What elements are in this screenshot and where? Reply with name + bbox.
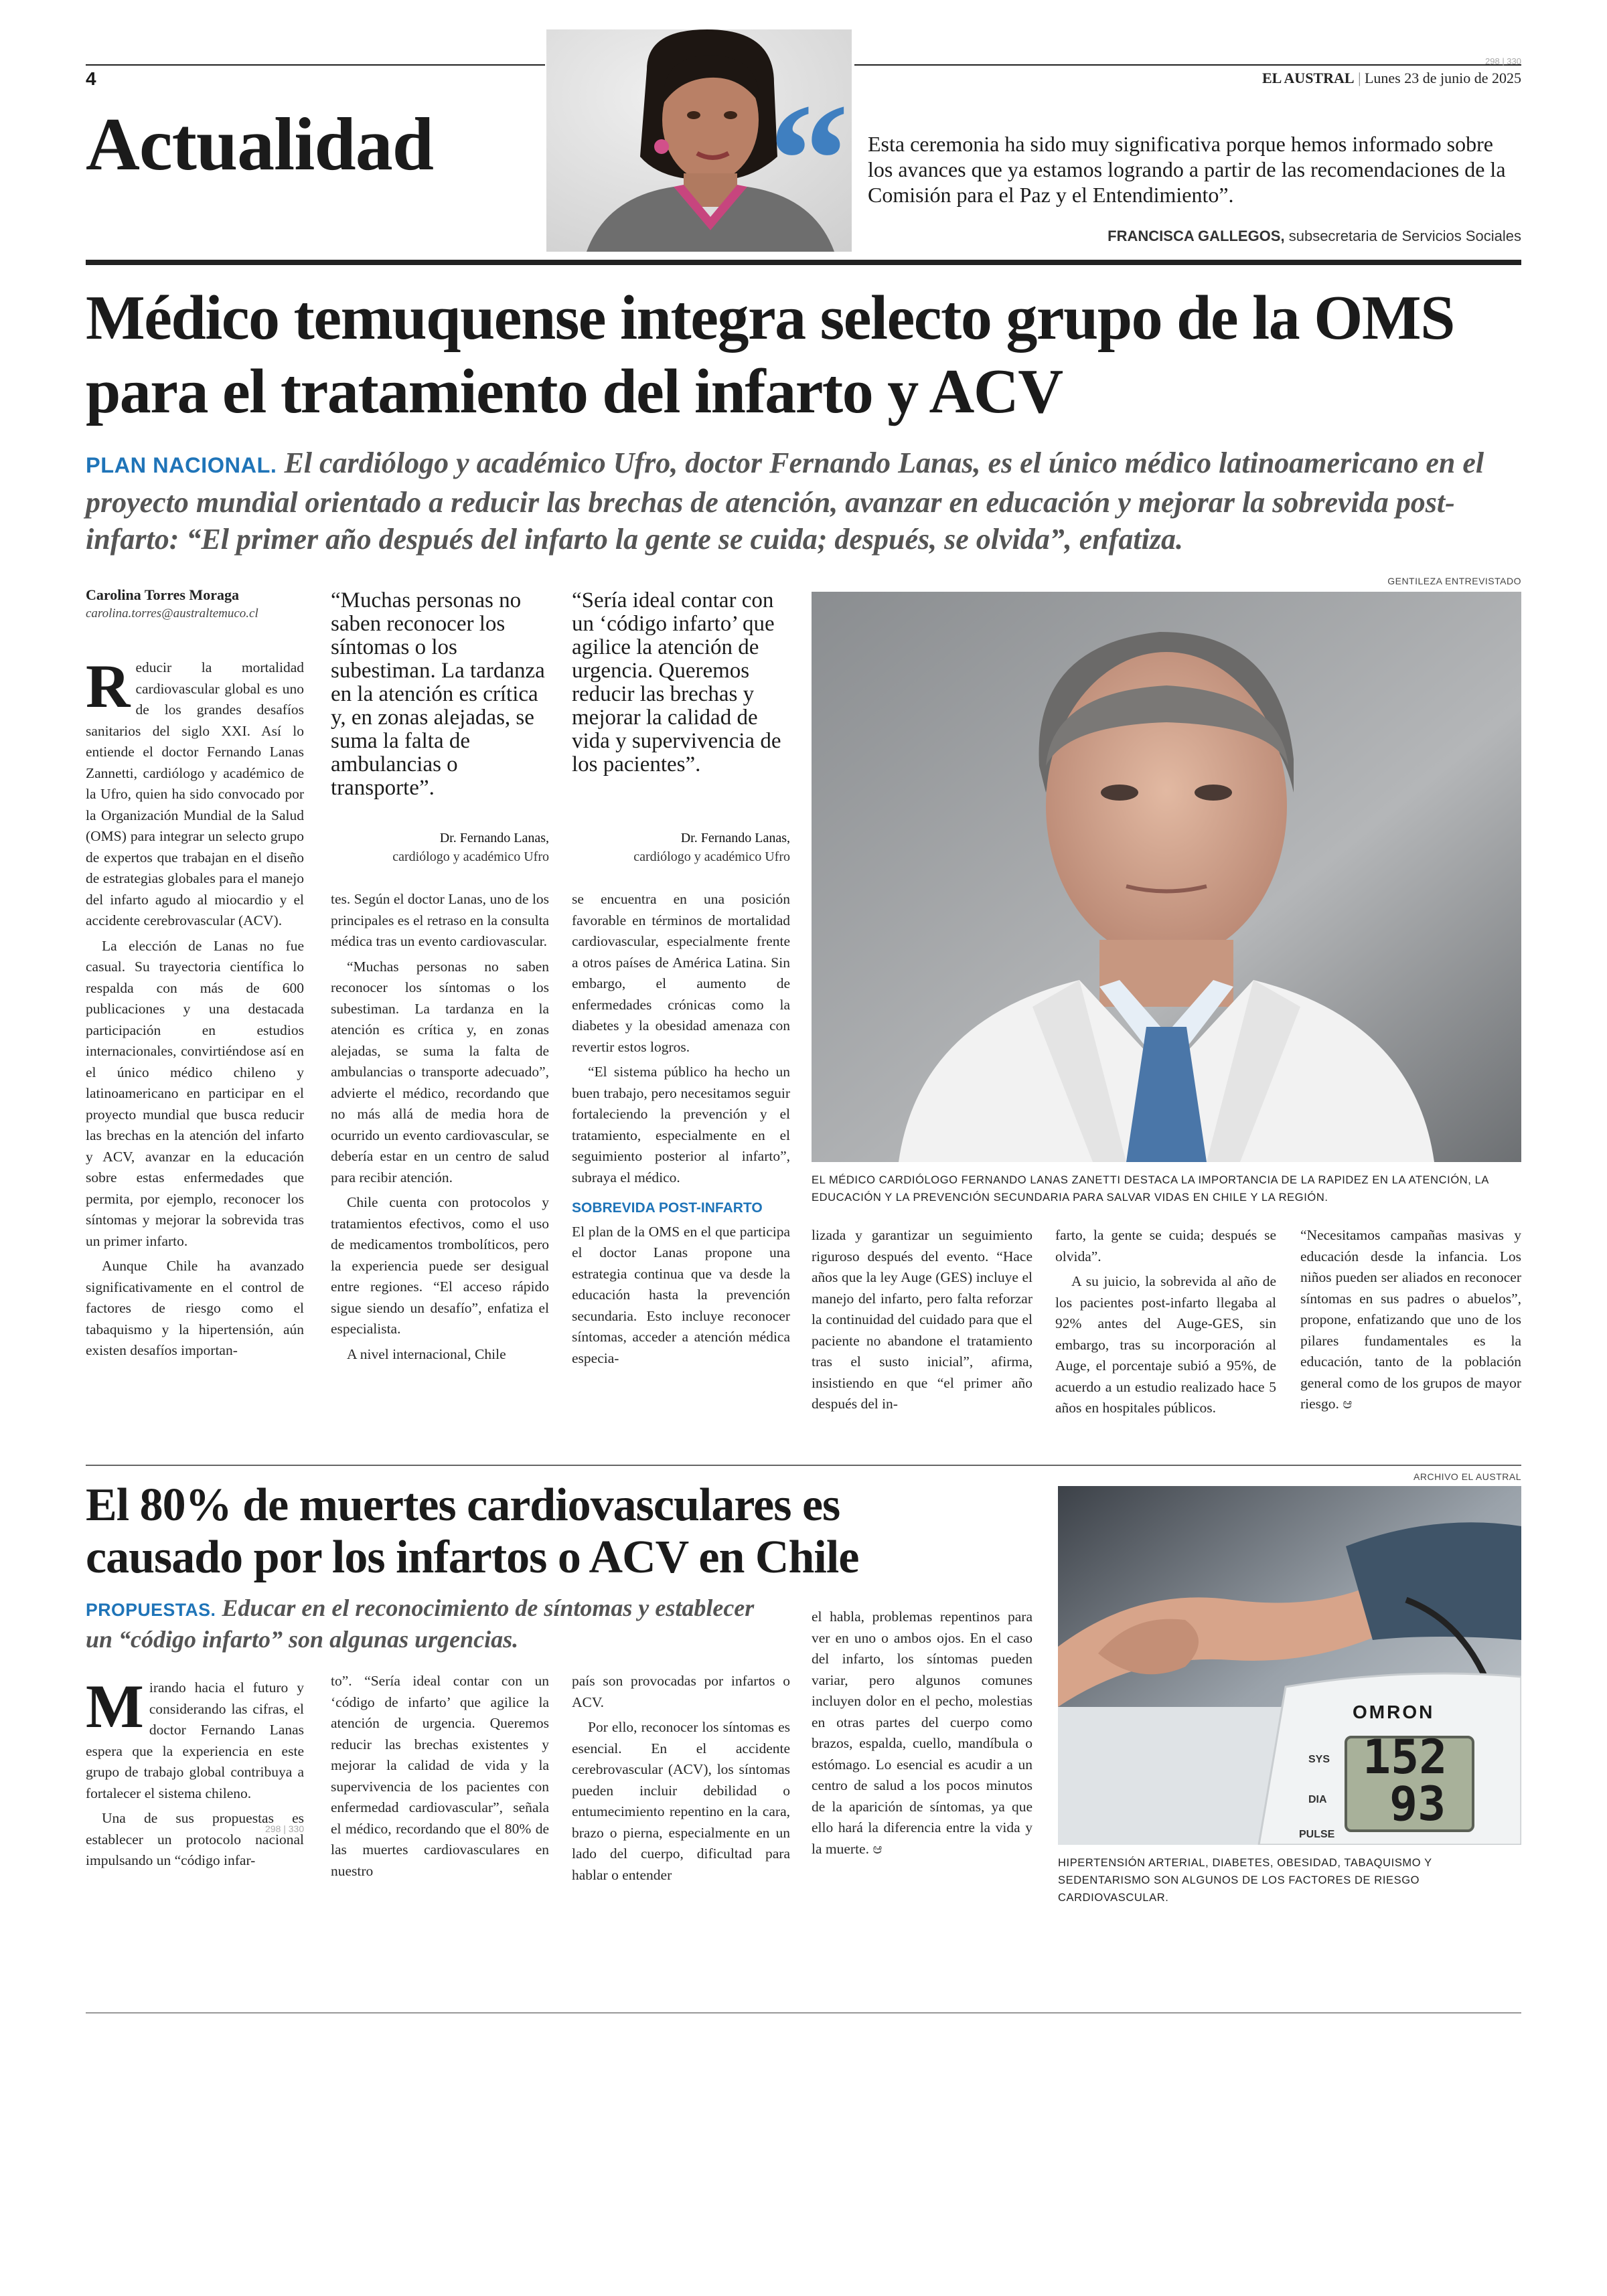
article2-photo-credit: ARCHIVO EL AUSTRAL <box>1413 1471 1521 1482</box>
page-id-bottom: 298 | 330 <box>265 1823 305 1834</box>
article1-dropcap: R <box>86 652 131 720</box>
article1-col5-p2: A su juicio, la sobrevida al año de los pacientes post-infarto llegaba al 92% antes del Auge-GES, sin embargo, tras su incorporación al Auge, el porcentaje subió a 95%, de acuerdo a un estudio realizado hace 5 años en hospitales públicos. <box>1055 1273 1276 1416</box>
article2-col2-p1: to”. “Sería ideal contar con un ‘código de infarto’ que agilice la atención de urgencia. Queremos reducir las brechas existentes y mejorar la calidad de vida y la supervivencia de los pacientes con enfermedad cardiovascular”, señala el médico, recordando que el 80% de las muertes cardiovasculares en nuestro <box>331 1673 549 1879</box>
bottom-rule <box>86 2012 1521 2014</box>
pull-quote-2: “Sería ideal contar con un ‘código infarto’ que agilice la atención de urgencia. Queremos reducir las brechas y mejorar la calidad de vida y supervivencia de los pacientes”. <box>572 588 781 776</box>
article-separator <box>86 1465 1521 1466</box>
article1-column-4 <box>812 1225 1032 1419</box>
pull-quote-2-attribution <box>572 829 790 866</box>
article1-column-6 <box>1300 1225 1521 1419</box>
article2-column-4 <box>812 1607 1032 1864</box>
article1-col1-p3: Aunque Chile ha avanzado significativamente en el control de factores de riesgo como el tabaquismo y la hipertensión, aún existen desafíos importan- <box>86 1258 304 1358</box>
article1-lead-text: El cardiólogo y académico Ufro, doctor Fernando Lanas, es el único médico latinoamericano en el proyecto mundial orientado a reducir las brechas de atención, avanzar en educación y mejorar la sobrevida post-infarto: “El primer año después del infarto la gente se cuida; después, se olvida”, enfatiza. <box>86 446 1484 556</box>
article1-photo-credit: GENTILEZA ENTREVISTADO <box>1387 576 1521 586</box>
page-id-top: 298 | 330 <box>1485 56 1521 66</box>
article1-col4-p1: lizada y garantizar un seguimiento riguroso después del evento. “Hace años que la ley Auge (GES) incluye el manejo del infarto, pero falta reforzar la continuidad del cuidado para que el paciente no abandone el tratamiento tras el susto inicial”, afirma, insistiendo en que “el primer año después del in- <box>812 1227 1032 1412</box>
article2-col1-p2: Una de sus propuestas es establecer un protocolo nacional impulsando un “código infar- <box>86 1810 304 1868</box>
article1-col3-p3: El plan de la OMS en el que participa el doctor Lanas propone una estrategia continua que va desde la educación hasta la prevención secundaria. Esto incluye reconocer síntomas, acceder a atención médica especia- <box>572 1223 790 1366</box>
article1-subhead: SOBREVIDA POST-INFARTO <box>572 1200 763 1216</box>
pull-quote-1: “Muchas personas no saben reconocer los síntomas o los subestiman. La tardanza en la atención es crítica y, en zonas alejadas, se suma la falta de ambulancias o transporte”. <box>331 588 545 800</box>
article2-col3-p2: Por ello, reconocer los síntomas es esencial. En el accidente cerebrovascular (ACV), los síntomas pueden incluir debilidad o entumecimiento repentino en la cara, brazo o pierna, especialmente en un lado del cuerpo, dificultad para hablar o entender <box>572 1719 790 1883</box>
article2-headline: El 80% de muertes cardiovasculares es causado por los infartos o ACV en Chile <box>86 1479 859 1583</box>
article1-col1-first: educir la mortalidad cardiovascular global es uno de los grandes desafíos sanitarios del siglo XXI. Así lo entiende el doctor Fernando Lanas Zannetti, cardiólogo y académico de la Ufro, quien ha sido convocado por la Organización Mundial de la Salud (OMS) para integrar un selecto grupo de expertos que trabajan en el diseño de estrategias globales para el manejo del infarto agudo al miocardio y el accidente cerebrovascular (ACV). <box>86 659 304 928</box>
article2-col4-text: el habla, problemas repentinos para ver en uno o ambos ojos. En el caso del infarto, los síntomas pueden variar, pero algunos comunes incluyen dolor en el pecho, molestias en otras partes del cuerpo como brazos, espalda, cuello, mandíbula o estómago. Lo esencial es acudir a un centro de salud a los pocos minutos de la aparición de síntomas, ya que ello hará la diferencia entre la vida y la muerte. <box>812 1609 1032 1857</box>
article1-column-3 <box>572 889 790 1373</box>
article2-lead <box>86 1593 782 1654</box>
article2-column-1 <box>86 1672 304 1876</box>
article1-column-5 <box>1055 1225 1276 1423</box>
article2-column-2 <box>331 1671 549 1886</box>
article1-col2-p4: A nivel internacional, Chile <box>347 1345 506 1362</box>
article2-col1-first: irando hacia el futuro y considerando las cifras, el doctor Fernando Lanas espera que la experiencia en este grupo de trabajo global contribuya a fortalecer el sistema chileno. <box>86 1679 304 1801</box>
end-mark-icon: ಆ <box>1343 1396 1353 1412</box>
article2-col1-p1 <box>86 1672 304 1804</box>
byline <box>86 586 313 621</box>
article1-photo-caption: EL MÉDICO CARDIÓLOGO FERNANDO LANAS ZANETTI DESTACA LA IMPORTANCIA DE LA RAPIDEZ EN LA ATENCIÓN, LA EDUCACIÓN Y LA PREVENCIÓN SECUNDARIA PARA SALVAR VIDAS EN CHILE Y LA REGIÓN. <box>812 1174 1489 1204</box>
pull-quote-1-attribution <box>331 829 549 866</box>
monitor-dia-value: 93 <box>1389 1777 1446 1831</box>
pull-quote-2-name: Dr. Fernando Lanas, <box>680 831 790 845</box>
monitor-dia-label: DIA <box>1308 1794 1327 1805</box>
issue-date: Lunes 23 de junio de 2025 <box>1364 70 1521 86</box>
pull-quote-2-role: cardiólogo y académico Ufro <box>633 849 790 864</box>
article1-lead <box>86 444 1521 558</box>
article1-col3-p2: “El sistema público ha hecho un buen trabajo, pero necesitamos seguir fortaleciendo la prevención y el tratamiento, especialmente en el seguimiento posterior al infarto”, subraya el médico. <box>572 1064 790 1185</box>
masthead: EL AUSTRAL | Lunes 23 de junio de 2025 <box>1262 70 1521 86</box>
pull-quote-1-name: Dr. Fernando Lanas, <box>439 831 549 845</box>
article1-col2-p3: Chile cuenta con protocolos y tratamientos efectivos, como el uso de medicamentos trombolíticos, pero la experiencia puede ser desigual entre regiones. “El acceso rápido sigue siendo un desafío”, enfatiza el especialista. <box>331 1194 549 1337</box>
end-mark-icon: ಆ <box>872 1840 883 1857</box>
page-number: 4 <box>86 68 96 89</box>
monitor-brand: OMRON <box>1353 1702 1435 1722</box>
article1-col3-p1: se encuentra en una posición favorable en términos de mortalidad cardiovascular, especialmente frente a otros países de América Latina. Sin embargo, el aumento de enfermedades crónicas como la diabetes y la obesidad amenaza con revertir estos logros. <box>572 891 790 1055</box>
top-quote-author: FRANCISCA GALLEGOS, <box>1107 228 1285 244</box>
quote-mark-icon: “ <box>769 70 849 248</box>
article2-photo-caption: HIPERTENSIÓN ARTERIAL, DIABETES, OBESIDAD, TABAQUISMO Y SEDENTARISMO SON ALGUNOS DE LOS FACTORES DE RIESGO CARDIOVASCULAR. <box>1058 1857 1432 1904</box>
monitor-pulse-label: PULSE <box>1299 1829 1335 1840</box>
newspaper-name: EL AUSTRAL <box>1262 70 1355 86</box>
article1-col2-p1: tes. Según el doctor Lanas, uno de los principales es el retraso en la consulta médica tras un evento cardiovascular. <box>331 891 549 949</box>
article1-col6-p1 <box>1300 1225 1521 1415</box>
article2-lead-text: Educar en el reconocimiento de síntomas y establecer un “código infarto” son algunas urgencias. <box>86 1594 755 1653</box>
article1-col6-text: “Necesitamos campañas masivas y educación desde la infancia. Los niños pueden ser aliados en reconocer síntomas en sus padres o abuelos”, propone, enfatizando que uno de los pilares fundamentales es la educación, tanto de la población general como de los grupos de mayor riesgo. <box>1300 1227 1521 1412</box>
article2-col3-p1: país son provocadas por infartos o ACV. <box>572 1673 790 1710</box>
article1-col1-p1 <box>86 652 304 932</box>
article1-col2-p2: “Muchas personas no saben reconocer los síntomas o los subestiman. La tardanza en la atención es crítica y, en zonas alejadas, se suma la falta de ambulancias o transporte adecuado”, advierte el médico, recordando que no más allá de media hora de ocurrido un evento cardiovascular, se debería estar en un centro de salud para recibir atención. <box>331 958 549 1185</box>
header-rule-right <box>854 64 1521 66</box>
article1-headline: Médico temuquense integra selecto grupo de la OMS para el tratamiento del infarto y ACV <box>86 283 1454 426</box>
section-title: Actualidad <box>86 103 433 186</box>
article1-column-1 <box>86 652 304 1366</box>
header-rule-left <box>86 64 545 66</box>
author-name: Carolina Torres Moraga <box>86 586 239 603</box>
top-quote-attribution <box>1107 228 1521 245</box>
article1-column-2 <box>331 889 549 1369</box>
article2-column-3 <box>572 1671 790 1890</box>
article1-lead-tag: PLAN NACIONAL. <box>86 453 277 477</box>
author-email: carolina.torres@australtemuco.cl <box>86 606 258 621</box>
article1-col1-p2: La elección de Lanas no fue casual. Su trayectoria científica lo respalda con más de 600 publicaciones y una destacada participación en estudios internacionales, convirtiéndose así en el único médico chileno y latinoamericano en participar en el proyecto mundial que busca reducir las brechas en la atención del infarto y ACV, avanzar en la educación sobre estas enfermedades que permita, por ejemplo, reconocer los síntomas y mejorar la sobrevida tras un primer infarto. <box>86 937 304 1249</box>
monitor-sys-value: 152 <box>1363 1730 1448 1785</box>
monitor-sys-label: SYS <box>1308 1754 1330 1765</box>
article1-col5-p1: farto, la gente se cuida; después se olvida”. <box>1055 1227 1276 1264</box>
blood-pressure-photo <box>1058 1486 1521 1845</box>
article2-dropcap: M <box>86 1672 144 1740</box>
pull-quote-1-role: cardiólogo y académico Ufro <box>392 849 549 864</box>
article2-lead-tag: PROPUESTAS. <box>86 1600 216 1620</box>
top-quote-role: subsecretaria de Servicios Sociales <box>1288 228 1521 244</box>
top-quote-text: Esta ceremonia ha sido muy significativa porque hemos informado sobre los avances que ya estamos logrando a partir de las recomendaciones de la Comisión para el Paz y el Entendimiento”. <box>868 132 1506 207</box>
article2-col4-p1 <box>812 1607 1032 1860</box>
doctor-photo <box>812 592 1521 1162</box>
main-header-rule <box>86 260 1521 265</box>
